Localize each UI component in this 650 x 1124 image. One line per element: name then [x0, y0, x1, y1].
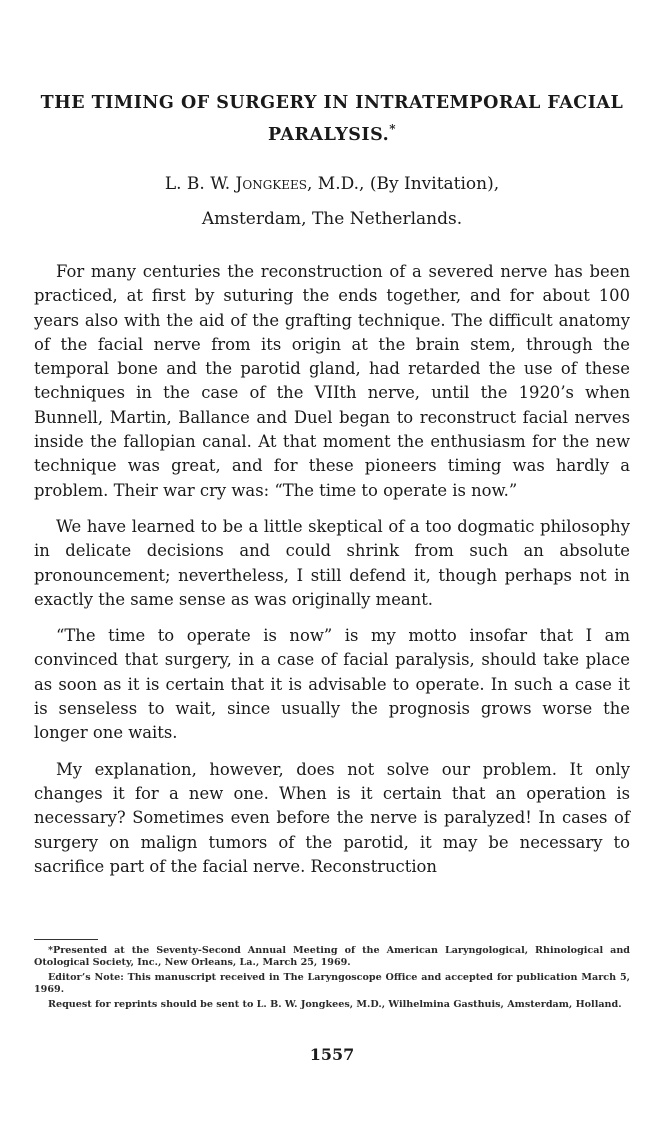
author-block [34, 167, 630, 237]
footnote: *Presented at the Seventy-Second Annual Meeting of the American Laryngological, Rhinological and Otological Society, Inc., New Orleans, La., March 25, 1969. [34, 945, 630, 968]
paragraph: “The time to operate is now” is my motto insofar that I am convinced that surgery, in a case of facial paralysis, should take place as soon as it is certain that it is advisable to operate. In such a case it is senseless to wait, since usually the prognosis grows worse the longer one waits. [34, 626, 630, 743]
author-surname: Jongkees [235, 174, 307, 194]
paragraph: We have learned to be a little skeptical of a too dogmatic philosophy in delicate decisions and could shrink from such an absolute pronouncement; nevertheless, I still defend it, though perhaps not in exactly the same sense as was originally meant. [34, 516, 630, 609]
footnotes [34, 945, 630, 1015]
page-number: 1557 [309, 1045, 355, 1064]
footnote-rule [34, 939, 98, 940]
paragraph: For many centuries the reconstruction of a severed nerve has been practiced, at first by suturing the ends together, and for about 100 years also with the aid of the grafting technique. The difficult anatomy of the facial nerve from its origin at the brain stem, through the temporal bone and the parotid gland, had retarded the use of these techniques in the case of the VIIth nerve, until the 1920’s when Bunnell, Martin, Ballance and Duel began to reconstruct facial nerves inside the fallopian canal. At that moment the enthusiasm for the new technique was great, and for these pioneers timing was hardly a problem. Their war cry was: “The time to operate is now.” [34, 262, 630, 500]
article-title [34, 90, 630, 148]
footnote-marker: * [389, 122, 396, 136]
article-body [34, 260, 630, 891]
author-affiliation: Amsterdam, The Netherlands. [201, 209, 463, 229]
author-line [34, 167, 630, 202]
author-suffix: , M.D., (By Invitation), [307, 174, 500, 194]
paragraph: My explanation, however, does not solve our problem. It only changes it for a new one. When is it certain that an operation is necessary? Sometimes even before the nerve is paralyzed! In cases of surgery on malign tumors of the parotid, it may be necessary to sacrifice part of the facial nerve. Reconstruction [34, 759, 630, 876]
article-title-text: THE TIMING OF SURGERY IN INTRATEMPORAL FACIAL PARALYSIS. [40, 93, 624, 145]
footnote: Request for reprints should be sent to L. B. W. Jongkees, M.D., Wilhelmina Gasthuis, Amsterdam, Holland. [48, 999, 622, 1010]
footnote: Editor’s Note: This manuscript received in The Laryngoscope Office and accepted for publication March 5, 1969. [34, 972, 630, 995]
author-initials: L. B. W. [164, 174, 231, 194]
